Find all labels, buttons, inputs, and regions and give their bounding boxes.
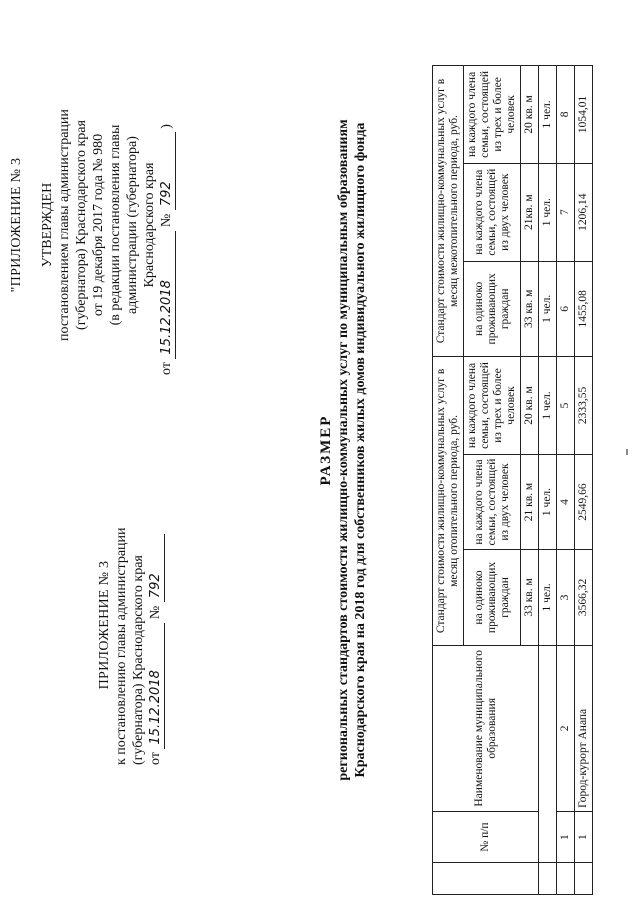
persons-cell: 1 чел.: [539, 357, 557, 455]
empty-cell: [539, 863, 557, 895]
appendix-title: ПРИЛОЖЕНИЕ № 3: [97, 560, 112, 690]
persons-cell: 1 чел.: [539, 163, 557, 261]
document-heading: [318, 55, 369, 845]
area-cell: 21 кв. м: [521, 454, 539, 549]
sub-header-single: на одиноко проживающих граждан: [464, 261, 521, 357]
index-cell: 1: [557, 811, 575, 862]
signature-line: [158, 75, 176, 375]
scan-mark: [626, 449, 628, 455]
sub-header-two: на каждого члена семьи, состоящей из двух человек: [464, 454, 521, 549]
standards-table: [432, 65, 593, 895]
sub-header-two: на каждого члена семьи, состоящей из двух человек: [464, 163, 521, 261]
handwritten-number: 792: [158, 132, 176, 210]
row-name: Город-курорт Анапа: [575, 645, 593, 811]
appendix-line: постановлением главы администрации: [57, 109, 72, 341]
number-label: №: [159, 213, 174, 228]
heading-line: региональных стандартов стоимости жилищно-коммунальных услуг по муниципальным образованиям: [336, 119, 351, 781]
index-cell: 3: [557, 550, 575, 646]
empty-cell: [557, 863, 575, 895]
appendix-line: (губернатора) Краснодарского края: [74, 120, 89, 330]
appendix-line: к постановлению главы администрации: [114, 527, 129, 765]
heading-line: Краснодарского края на 2018 год для собственников жилых домов индивидуального жилищного фонда: [353, 122, 368, 778]
table-row: [575, 66, 593, 895]
handwritten-date: 15.12.2018: [147, 623, 165, 749]
value-cell: 2549,66: [575, 454, 593, 549]
number-label: №: [148, 605, 163, 620]
handwritten-number: 792: [147, 534, 165, 602]
sub-header-three: на каждого члена семьи, состоящей из трех и более человек: [464, 357, 521, 455]
index-cell: 8: [557, 66, 575, 164]
appendix-line: (губернатора) Краснодарского края: [131, 555, 146, 765]
value-cell: 1054,01: [575, 66, 593, 164]
value-cell: 1455,08: [575, 261, 593, 357]
index-cell: 2: [557, 645, 575, 811]
area-cell: 21кв. м: [521, 163, 539, 261]
appendix-line: от 19 декабря 2017 года № 980: [91, 133, 106, 317]
sub-header-three: на каждого члена семьи, состоящей из трех и более человек: [464, 66, 521, 164]
index-cell: 6: [557, 261, 575, 357]
value-cell: 3566,32: [575, 550, 593, 646]
area-cell: 33 кв. м: [521, 261, 539, 357]
appendix-line: администрации (губернатора): [125, 136, 140, 314]
appendix-block-left: [96, 485, 165, 765]
col-header-no: № п/п: [433, 811, 539, 862]
group-header-heating: Стандарт стоимости жилищно-коммунальных услуг в месяц отопительного периода, руб.: [433, 357, 464, 646]
index-cell: 5: [557, 357, 575, 455]
value-cell: 2333,55: [575, 357, 593, 455]
handwritten-date: 15.12.2018: [158, 231, 176, 359]
from-label: от: [148, 752, 163, 765]
area-cell: 33 кв. м: [521, 550, 539, 646]
persons-cell: 1 чел.: [539, 261, 557, 357]
persons-cell: 1 чел.: [539, 454, 557, 549]
appendix-line: (в редакции постановления главы: [108, 124, 123, 326]
area-cell: 20 кв. м: [521, 357, 539, 455]
row-number: 1: [575, 811, 593, 862]
index-cell: 4: [557, 454, 575, 549]
group-header-non-heating: Стандарт стоимости жилищно-коммунальных услуг в месяц межотопительного периода, руб.: [433, 66, 464, 357]
approved-label: УТВЕРЖДЕН: [40, 182, 55, 268]
col-header-name: Наименование муниципального образования: [433, 645, 539, 811]
persons-cell: 1 чел.: [539, 550, 557, 646]
persons-cell: 1 чел.: [539, 66, 557, 164]
area-cell: 20 кв. м: [521, 66, 539, 164]
index-cell: 7: [557, 163, 575, 261]
empty-cell: [539, 645, 557, 863]
signature-line: [147, 485, 165, 765]
appendix-title: "ПРИЛОЖЕНИЕ № 3: [9, 157, 24, 293]
from-label: от: [159, 362, 174, 375]
appendix-block-right: [8, 75, 176, 375]
sub-header-single: на одиноко проживающих граждан: [464, 550, 521, 646]
closing-parenthesis: ): [159, 124, 174, 129]
appendix-line: Краснодарского края: [142, 162, 157, 288]
value-cell: 1206,14: [575, 163, 593, 261]
empty-cell: [575, 863, 593, 895]
empty-cell: [433, 863, 539, 895]
heading-title: РАЗМЕР: [318, 414, 334, 486]
